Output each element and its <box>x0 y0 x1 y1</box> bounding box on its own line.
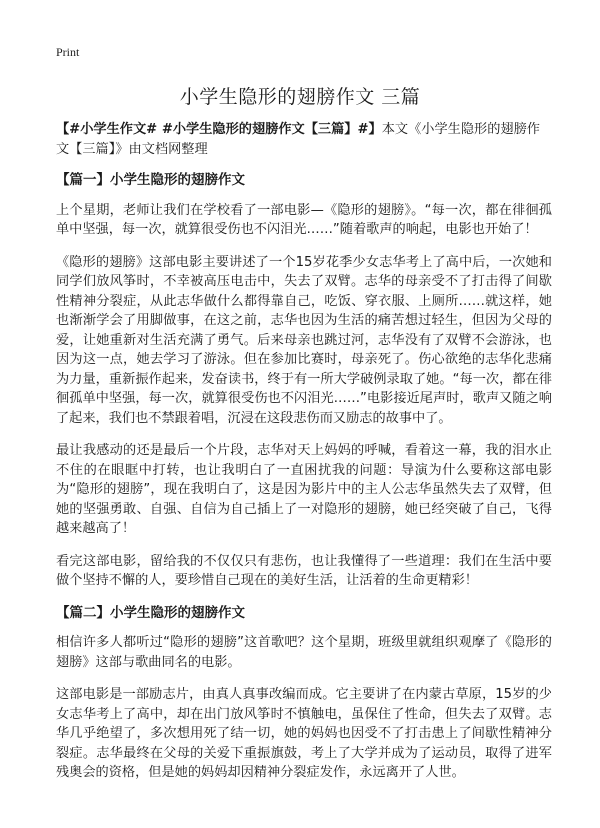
paragraph: 上个星期，老师让我们在学校看了一部电影—《隐形的翅膀》。“每一次，都在徘徊孤单中坚强，每一次，就算很受伤也不闪泪光……”随着歌声的响起，电影也开始了！ <box>56 202 552 237</box>
paragraph: 这部电影是一部励志片，由真人真事改编而成。它主要讲了在内蒙古草原，15岁的少女志华考上了高中，却在出门放风筝时不慎触电，虽保住了性命，但失去了双臂。志华几乎绝望了，多次想用死了结一切，她的妈妈也因受不了打击患上了间歇性精神分裂症。志华最终在父母的关爱下重振旗鼓，考上了大学并成为了运动员，取得了进军残奥会的资格，但是她的妈妈却因精神分裂症发作，永远离开了人世。 <box>56 687 552 780</box>
intro-tags: 【#小学生作文# #小学生隐形的翅膀作文【三篇】#】 <box>56 122 382 137</box>
section-heading: 【篇一】小学生隐形的翅膀作文 <box>56 172 245 188</box>
page-title: 小学生隐形的翅膀作文 三篇 <box>179 86 421 108</box>
paragraph: 看完这部电影，留给我的不仅仅只有悲伤，也让我懂得了一些道理：我们在生活中要做个坚持不懈的人，要珍惜自己现在的美好生活，让活着的生命更精彩！ <box>56 553 552 588</box>
paragraph: 《隐形的翅膀》这部电影主要讲述了一个15岁花季少女志华考上了高中后，一次她和同学们放风筝时，不幸被高压电击中，失去了双臂。志华的母亲受不了打击得了间歇性精神分裂症，从此志华做什么都得靠自己，吃饭、穿衣服、上厕所……就这样，她也渐渐学会了用脚做事，在这之前，志华也因为生活的痛苦想过轻生，但因为父母的爱，让她重新对生活充满了勇气。后来母亲也跳过河，志华没有了双臂不会游泳，也因为这一点，她去学习了游泳。但在参加比赛时，母亲死了。伤心欲绝的志华化悲痛为力量，重新振作起来，发奋读书，终于有一所大学破例录取了她。“每一次，都在徘徊孤单中坚强，每一次，就算很受伤也不闪泪光……”电影接近尾声时，歌声又随之响了起来，我们也不禁跟着唱，沉浸在这段悲伤而又励志的故事中了。 <box>56 254 552 426</box>
section-1 <box>56 171 552 591</box>
article-body <box>56 120 552 796</box>
paragraph: 最让我感动的还是最后一个片段，志华对天上妈妈的呼喊，看着这一幕，我的泪水止不住的在眼眶中打转，也让我明白了一直困扰我的问题：导演为什么要称这部电影为“隐形的翅膀”，现在我明白了，这是因为影片中的主人公志华虽然失去了双臂，但她的坚强勇敢、自强、自信为自己插上了一对隐形的翅膀，她已经突破了自己，飞得越来越高了！ <box>56 443 552 536</box>
print-link[interactable]: Print <box>56 45 80 59</box>
section-2 <box>56 604 552 783</box>
section-heading: 【篇二】小学生隐形的翅膀作文 <box>56 604 245 621</box>
intro-paragraph <box>56 120 552 159</box>
paragraph: 相信许多人都听过“隐形的翅膀”这首歌吧？这个星期，班级里就组织观摩了《隐形的翅膀》这部与歌曲同名的电影。 <box>56 635 552 670</box>
intro-source-text: 本文《小学生隐形的翅膀作文【三篇】》由文档网整理 <box>56 122 540 157</box>
